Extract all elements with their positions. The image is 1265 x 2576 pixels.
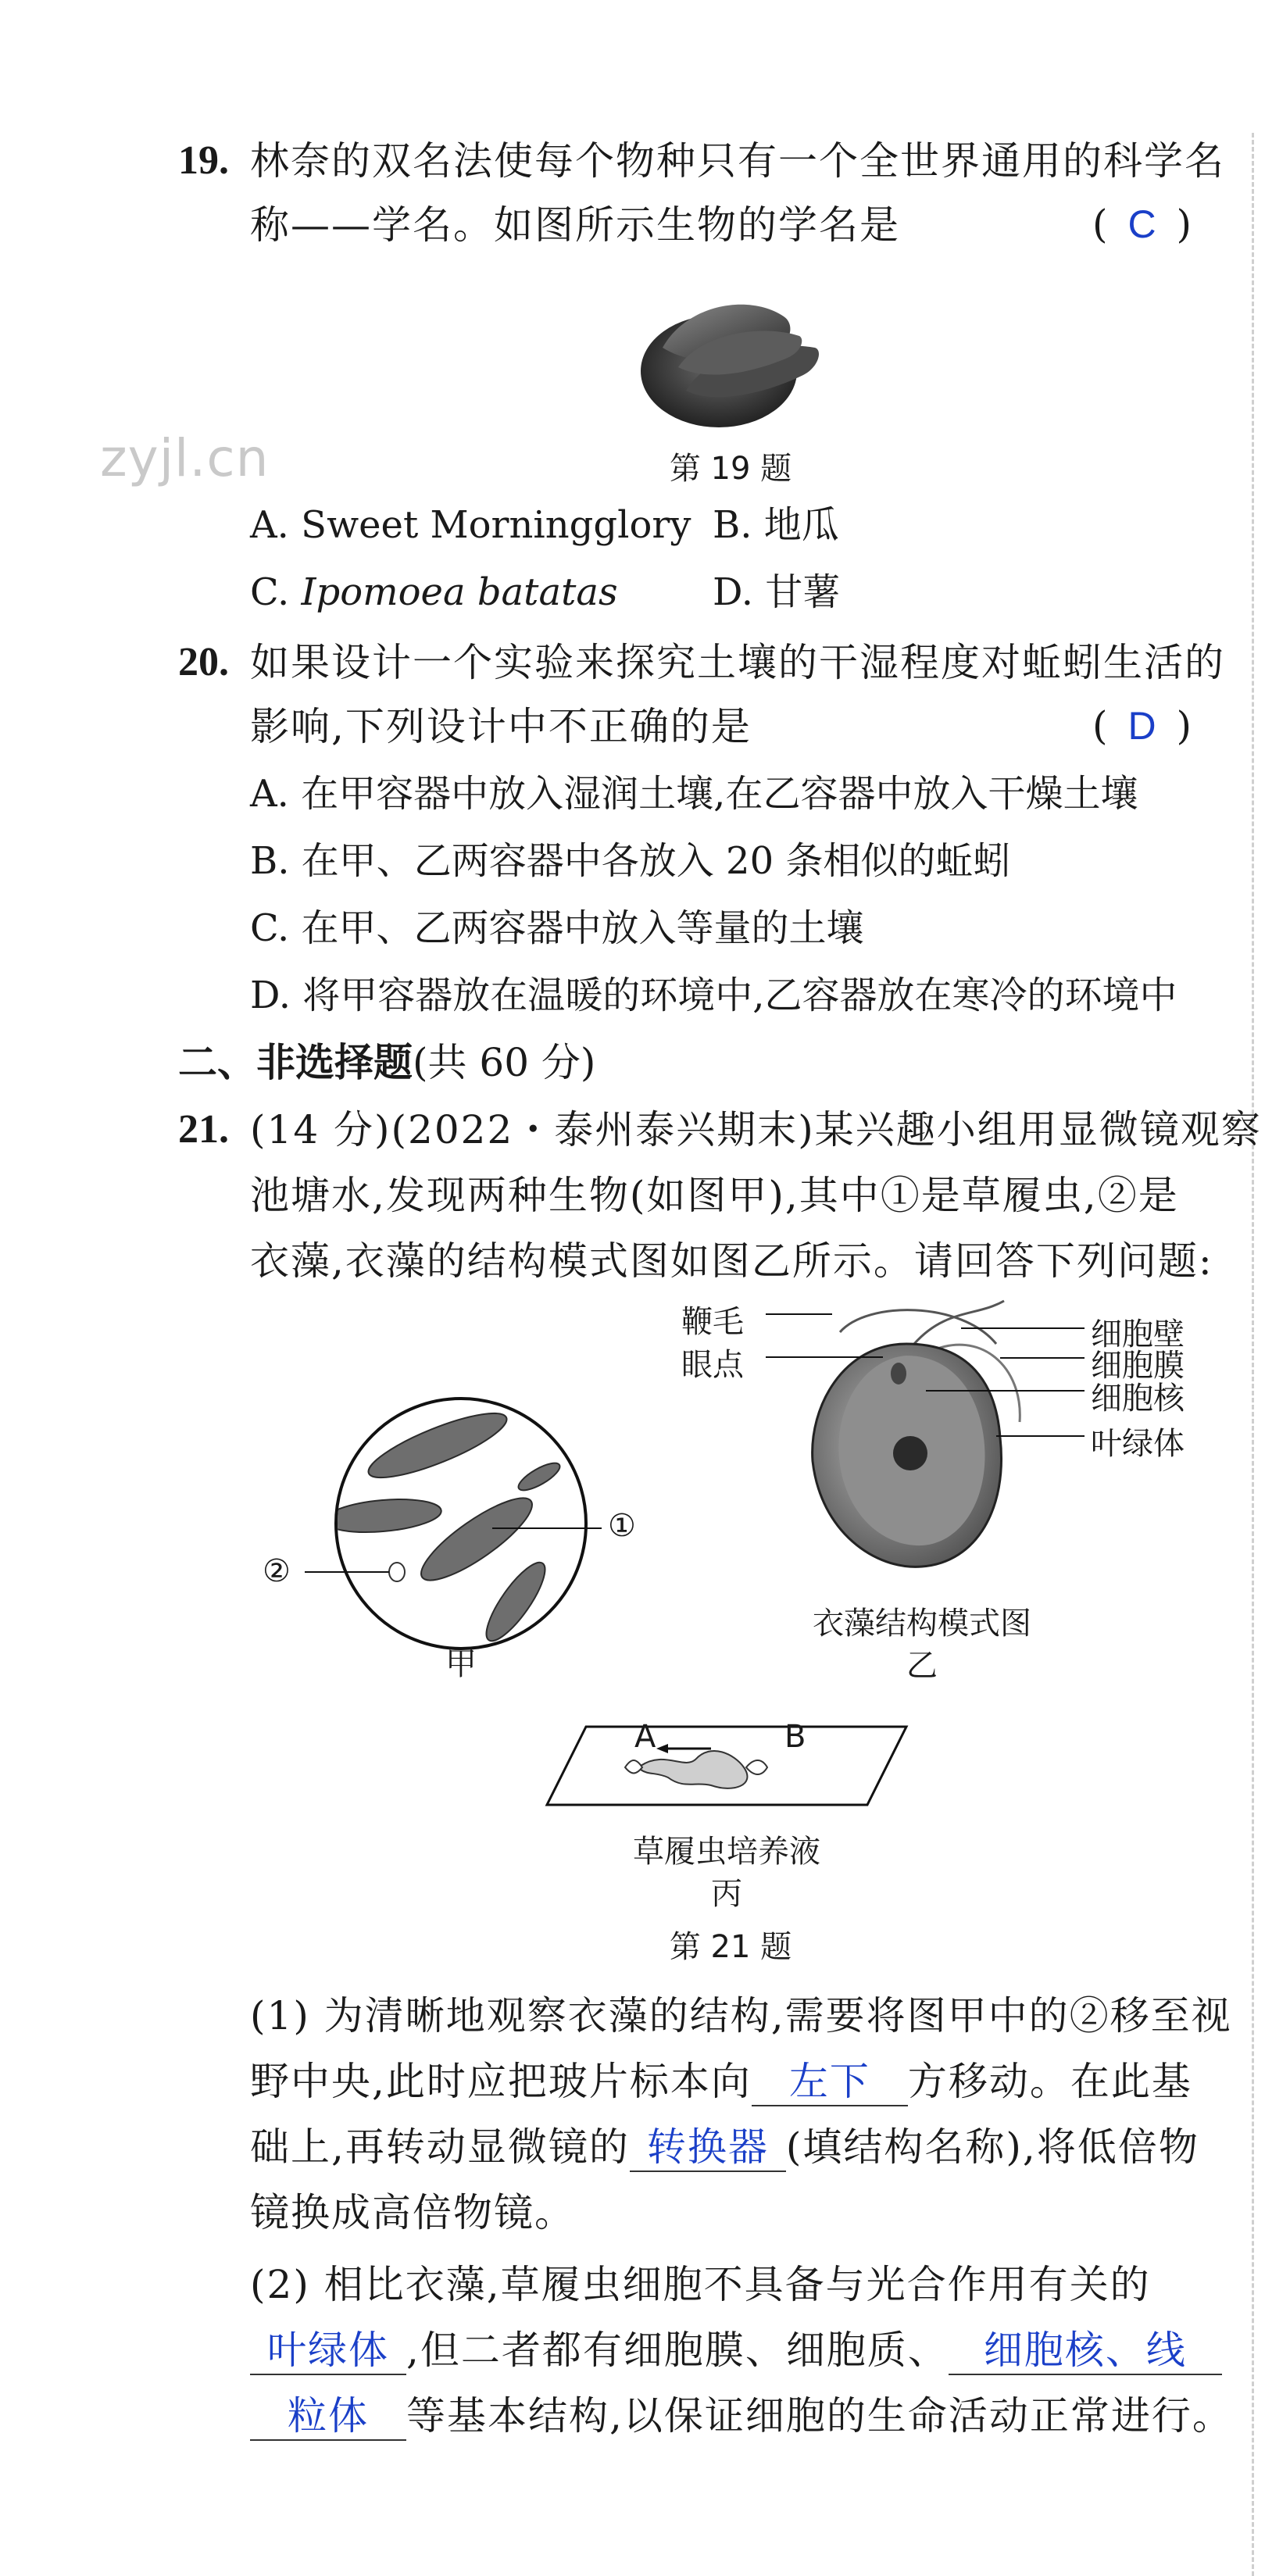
figure-bing-label-a: A — [634, 1719, 656, 1755]
q21-number: 21. — [178, 1107, 229, 1152]
q21-line3: 衣藻,衣藻的结构模式图如图乙所示。请回答下列问题: — [250, 1238, 1213, 1284]
section2-heading: 二、非选择题(共 60 分) — [178, 1039, 596, 1085]
q20-number: 20. — [178, 640, 229, 684]
q21-p1-line3: 础上,再转动显微镜的 转换器 (填结构名称),将低倍物 — [250, 2114, 1199, 2180]
figure-yi-label-cell-membrane: 细胞膜 — [1091, 1348, 1185, 1384]
q19-option-c: C. Ipomoea batatas — [250, 570, 618, 614]
sweet-potato-photo — [631, 273, 827, 434]
q21-p2-line3: 粒体 等基本结构,以保证细胞的生命活动正常进行。 — [250, 2383, 1233, 2449]
figure-yi-label-flagellum: 鞭毛 — [681, 1304, 744, 1340]
q19-option-d: D. 甘薯 — [713, 570, 841, 614]
q21-line1: (14 分)(2022・泰州泰兴期末)某兴趣小组用显微镜观察 — [250, 1107, 1262, 1152]
q21-line2: 池塘水,发现两种生物(如图甲),其中①是草履虫,②是 — [250, 1173, 1179, 1218]
watermark: zyjl.cn — [100, 428, 270, 488]
q19-figure-caption: 第 19 题 — [669, 451, 792, 487]
figure-yi-caption-title: 衣藻结构模式图 — [813, 1606, 1031, 1642]
q20-option-d: D. 将甲容器放在温暖的环境中,乙容器放在寒冷的环境中 — [250, 974, 1177, 1017]
figure-yi-caption: 乙 — [906, 1648, 938, 1684]
figure-jia-label-2: ② — [263, 1553, 291, 1589]
q21-p2-line1: (2) 相比衣藻,草履虫细胞不具备与光合作用有关的 — [250, 2262, 1151, 2307]
figure-bing-caption: 丙 — [711, 1876, 742, 1912]
q21-figure-caption: 第 21 题 — [669, 1929, 792, 1965]
q21-p1-line1: (1) 为清晰地观察衣藻的结构,需要将图甲中的②移至视 — [250, 1993, 1232, 2038]
q20-option-a: A. 在甲容器中放入湿润土壤,在乙容器中放入干燥土壤 — [250, 772, 1138, 816]
figure-jia-label-1: ① — [608, 1508, 636, 1544]
q20-answer: D — [1127, 704, 1156, 748]
figure-bing-label-b: B — [784, 1719, 806, 1755]
q21-p2-blank-chloroplast: 叶绿体 — [250, 2327, 406, 2375]
q19-option-a: A. Sweet Morningglory — [250, 503, 691, 547]
figure-yi-label-nucleus: 细胞核 — [1091, 1381, 1185, 1417]
q21-p1-line2: 野中央,此时应把玻片标本向 左下 方移动。在此基 — [250, 2049, 1192, 2114]
q20-answer-paren: ( D ) — [1092, 703, 1192, 749]
q19-line2: 称——学名。如图所示生物的学名是 — [250, 202, 900, 248]
q19-number: 19. — [178, 138, 229, 183]
figure-yi-label-cell-wall: 细胞壁 — [1091, 1317, 1185, 1352]
q20-option-c: C. 在甲、乙两容器中放入等量的土壤 — [250, 906, 864, 950]
q21-p1-line4: 镜换成高倍物镜。 — [250, 2190, 575, 2235]
q21-p2-blank-structures-part1: 细胞核、线 — [949, 2327, 1222, 2375]
q21-p2-line2: 叶绿体 ,但二者都有细胞膜、细胞质、 细胞核、线 — [250, 2317, 1222, 2383]
q21-p1-blank-direction: 左下 — [752, 2058, 908, 2106]
page-edge-dashed-line — [1252, 133, 1254, 2576]
q19-answer: C — [1127, 202, 1156, 246]
q19-answer-paren: ( C ) — [1092, 202, 1192, 247]
q20-line2: 影响,下列设计中不正确的是 — [250, 704, 752, 749]
q19-line1: 林奈的双名法使每个物种只有一个全世界通用的科学名 — [250, 138, 1225, 184]
figure-yi-label-chloroplast: 叶绿体 — [1091, 1426, 1185, 1462]
figure-bing-caption-title: 草履虫培养液 — [633, 1834, 820, 1870]
q20-option-b: B. 在甲、乙两容器中各放入 20 条相似的蚯蚓 — [250, 839, 1011, 883]
figure-yi-label-eyespot: 眼点 — [681, 1347, 744, 1383]
figure-bing-culture-slide — [539, 1711, 914, 1813]
q21-p2-blank-structures-part2: 粒体 — [250, 2392, 406, 2441]
q19-option-b: B. 地瓜 — [713, 503, 839, 547]
figure-jia-caption: 甲 — [445, 1646, 477, 1682]
q20-line1: 如果设计一个实验来探究土壤的干湿程度对蚯蚓生活的 — [250, 640, 1225, 685]
q21-p1-blank-structure: 转换器 — [630, 2124, 786, 2172]
q19-option-c-scientific-name: Ipomoea batatas — [301, 570, 618, 614]
